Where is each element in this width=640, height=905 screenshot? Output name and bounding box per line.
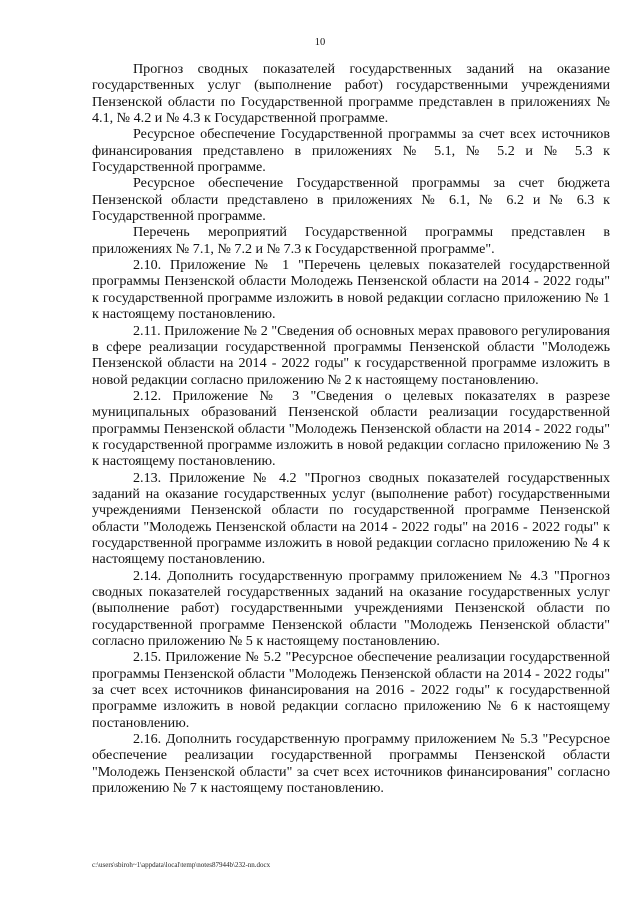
paragraph-2-11: 2.11. Приложение № 2 "Сведения об основных мерах правового регулирования в сфере реализации государственной программы Пензенской области "Молодежь Пензенской области на 2014 - 2022 годы" к государственной программе изложить в новой редакции согласно приложению № 2 к настоящему постановлению. xyxy=(92,322,610,388)
paragraph-forecast-indicators: Прогноз сводных показателей государственных заданий на оказание государственных услуг (выполнение работ) государственными учреждениями Пензенской области по Государственной программе представлен в приложениях № 4.1, № 4.2 и № 4.3 к Государственной программе. xyxy=(92,61,610,127)
page-number: 10 xyxy=(314,37,326,48)
paragraph-2-16: 2.16. Дополнить государственную программу приложением № 5.3 "Ресурсное обеспечение реализации государственной программы Пензенской области "Молодежь Пензенской области" за счет всех источников финансирования" согласно приложению № 7 к настоящему постановлению. xyxy=(92,731,610,797)
paragraph-2-13: 2.13. Приложение № 4.2 "Прогноз сводных показателей государственных заданий на оказание государственных услуг (выполнение работ) государственными учреждениями Пензенской области по государственной программе Пензенской области "Молодежь Пензенской области на 2014 - 2022 годы" на 2016 - 2022 годы" к государственной программе изложить в новой редакции согласно приложению № 4 к настоящему постановлению. xyxy=(92,469,610,568)
paragraph-2-12: 2.12. Приложение № 3 "Сведения о целевых показателях в разрезе муниципальных образований Пензенской области реализации государственной программы Пензенской области "Молодежь Пензенской области на 2014 - 2022 годы" к государственной программе изложить в новой редакции согласно приложению № 3 к настоящему постановлению. xyxy=(92,387,610,470)
paragraph-resources-regional-budget: Ресурсное обеспечение Государственной программы за счет бюджета Пензенской области представлено в приложениях № 6.1, № 6.2 и № 6.3 к Государственной программе. xyxy=(92,175,610,225)
paragraph-2-15: 2.15. Приложение № 5.2 "Ресурсное обеспечение реализации государственной программы Пензенской области "Молодежь Пензенской области на 2014 - 2022 годы" за счет всех источников финансирования на 2016 - 2022 годы" к государственной программе изложить в новой редакции согласно приложению № 6 к настоящему постановлению. xyxy=(92,649,610,731)
footer-file-path: c:\users\sbiroh~1\appdata\local\temp\notes87944b\232-nn.docx xyxy=(92,861,271,869)
paragraph-2-14: 2.14. Дополнить государственную программу приложением № 4.3 "Прогноз сводных показателей государственных заданий на оказание государственных услуг (выполнение работ) государственными учреждениями Пензенской области по государственной программе Пензенской области "Молодежь Пензенской области" согласно приложению № 5 к настоящему постановлению. xyxy=(92,567,610,650)
paragraph-resources-all-sources: Ресурсное обеспечение Государственной программы за счет всех источников финансирования представлено в приложениях № 5.1, № 5.2 и № 5.3 к Государственной программе. xyxy=(92,126,610,176)
body-text xyxy=(92,61,610,796)
paragraph-activities-list: Перечень мероприятий Государственной программы представлен в приложениях № 7.1, № 7.2 и № 7.3 к Государственной программе". xyxy=(92,224,610,257)
paragraph-2-10: 2.10. Приложение № 1 "Перечень целевых показателей государственной программы Пензенской области Молодежь Пензенской области на 2014 - 2022 годы" к государственной программе изложить в новой редакции согласно приложению № 1 к настоящему постановлению. xyxy=(92,257,610,323)
